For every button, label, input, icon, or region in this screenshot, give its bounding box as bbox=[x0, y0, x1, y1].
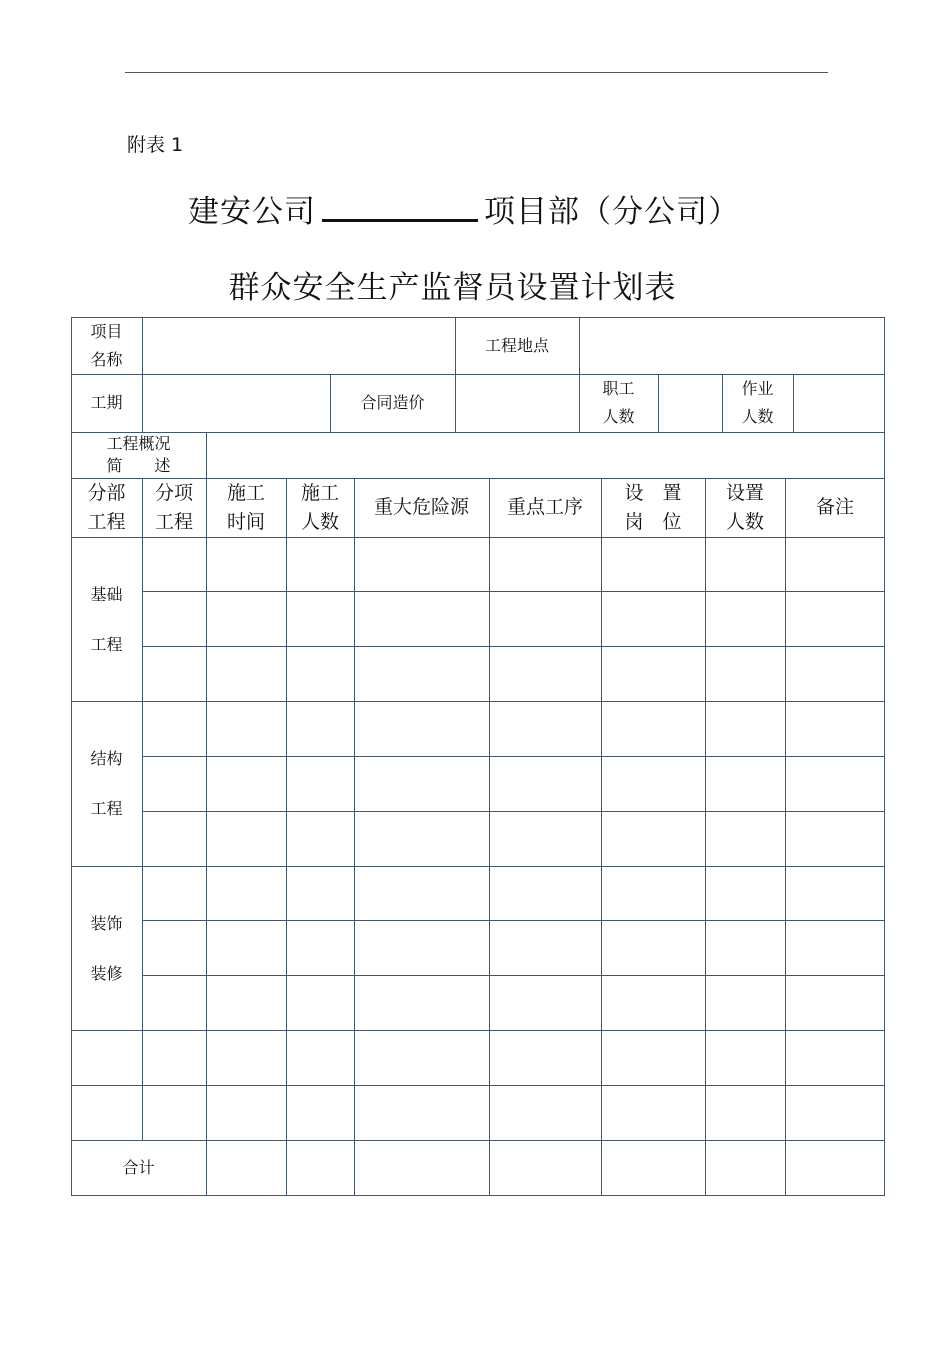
col-rule bbox=[286, 478, 287, 1195]
column-header: 设 置 岗 位 bbox=[624, 481, 682, 533]
column-header: 分项 工程 bbox=[154, 481, 193, 533]
location-label: 工程地点 bbox=[484, 335, 549, 355]
section-label: 结构 工程 bbox=[90, 749, 123, 818]
column-header: 施工 时间 bbox=[226, 481, 265, 533]
period-label: 工期 bbox=[90, 393, 123, 412]
row-rule bbox=[71, 701, 885, 702]
row-rule bbox=[142, 591, 885, 592]
header-rule bbox=[125, 72, 828, 73]
col-rule bbox=[601, 478, 602, 1195]
col-rule bbox=[705, 478, 706, 1195]
staff-count-label: 职工 人数 bbox=[602, 379, 635, 426]
section-label: 基础 工程 bbox=[90, 584, 123, 654]
plan-table bbox=[71, 317, 885, 1196]
worker-count-label: 作业 人数 bbox=[741, 379, 774, 426]
annex-label: 附表 1 bbox=[127, 134, 184, 156]
row-rule bbox=[142, 920, 885, 921]
col-rule bbox=[785, 478, 786, 1195]
col-rule bbox=[658, 374, 659, 432]
column-header: 重点工序 bbox=[506, 496, 583, 518]
column-header: 备注 bbox=[815, 496, 854, 518]
col-rule bbox=[489, 478, 490, 1195]
column-header: 设置 人数 bbox=[725, 481, 764, 533]
col-rule bbox=[206, 478, 207, 1195]
col-rule bbox=[142, 478, 143, 1140]
table-border-bottom bbox=[71, 1195, 885, 1196]
department-label: 项目部（分公司） bbox=[484, 194, 740, 230]
title-line-1 bbox=[188, 186, 740, 231]
column-header: 重大危险源 bbox=[373, 496, 469, 518]
col-rule bbox=[142, 317, 143, 432]
row-rule bbox=[142, 975, 885, 976]
page-title: 群众安全生产监督员设置计划表 bbox=[228, 270, 677, 306]
row-rule bbox=[71, 537, 885, 538]
col-rule bbox=[206, 432, 207, 478]
column-header: 分部 工程 bbox=[87, 481, 126, 533]
column-header: 施工 人数 bbox=[300, 481, 339, 533]
overview-label: 工程概况 简 述 bbox=[106, 434, 171, 475]
row-rule bbox=[71, 866, 885, 867]
project-name-label: 项目 名称 bbox=[90, 321, 123, 369]
row-rule bbox=[142, 646, 885, 647]
row-rule bbox=[71, 1085, 885, 1086]
section-label: 装饰 装修 bbox=[90, 913, 123, 983]
contract-price-label: 合同造价 bbox=[360, 393, 425, 412]
row-rule bbox=[71, 1030, 885, 1031]
total-label: 合计 bbox=[122, 1157, 155, 1177]
row-rule bbox=[142, 756, 885, 757]
col-rule bbox=[793, 374, 794, 432]
company-name: 建安公司 bbox=[188, 194, 316, 230]
col-rule bbox=[354, 478, 355, 1195]
project-blank[interactable] bbox=[322, 193, 478, 222]
row-rule bbox=[142, 811, 885, 812]
